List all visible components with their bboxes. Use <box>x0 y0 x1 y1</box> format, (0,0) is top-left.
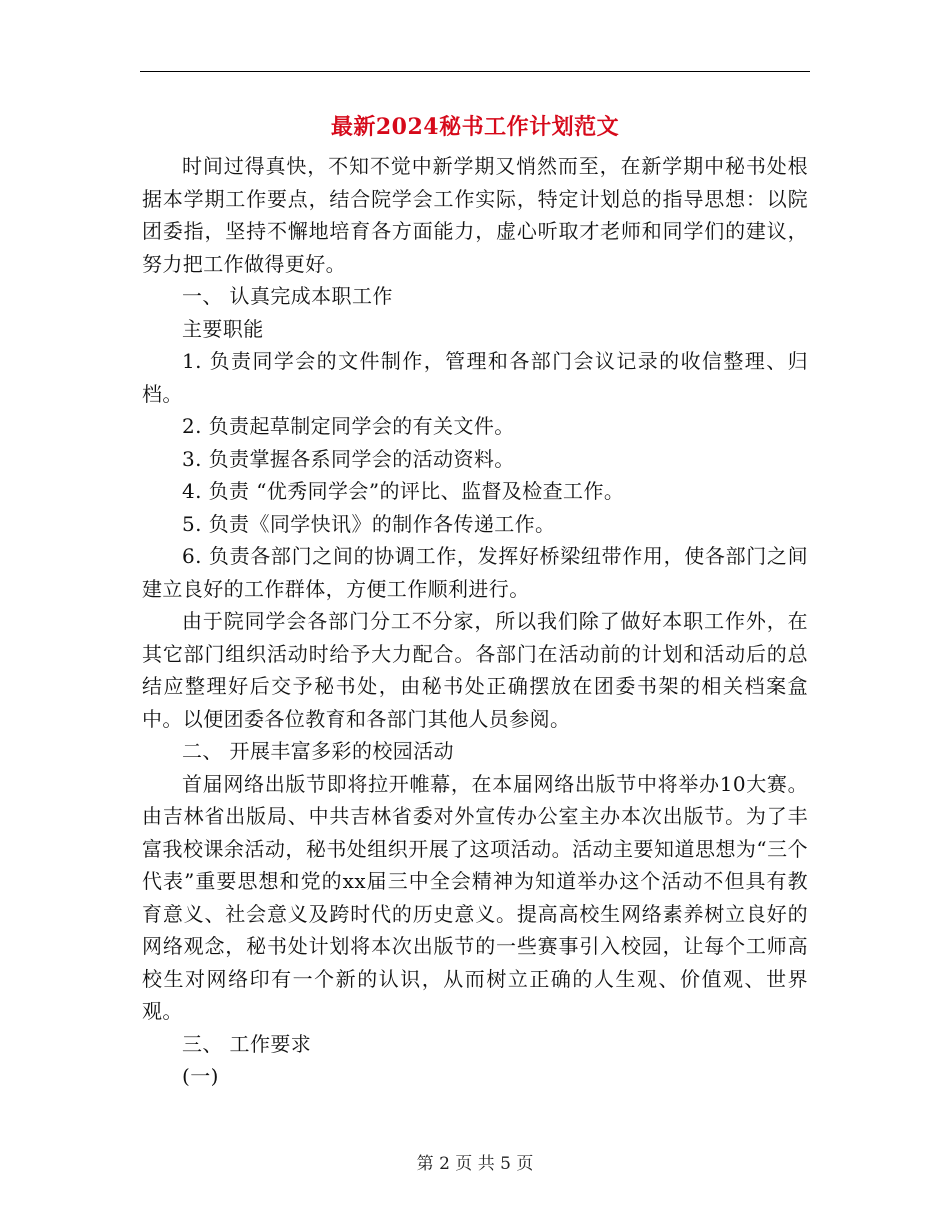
page-number-footer: 第 2 页 共 5 页 <box>416 1154 534 1174</box>
header-rule <box>140 71 810 72</box>
list-item-5: 5. 负责《同学快讯》的制作各传递工作。 <box>182 511 556 536</box>
list-item-6: 6. 负责各部门之间的协调工作，发挥好桥梁纽带作用，使各部门之间建立良好的工作群体，方便工作顺利进行。 <box>142 544 808 601</box>
paragraph-publishing-festival: 首届网络出版节即将拉开帷幕，在本届网络出版节中将举办10大赛。由吉林省出版局、中共吉林省委对外宣传办公室主办本次出版节。为了丰富我校课余活动，秘书处组织开展了这项活动。活动主要知道思想为“三个代表”重要思想和党的xx届三中全会精神为知道举办这个活动不但具有教育意义、社会意义及跨时代的历史意义。提高高校生网络素养树立良好的网络观念，秘书处计划将本次出版节的一些赛事引入校园，让每个工师高校生对网络印有一个新的认识，从而树立正确的人生观、价值观、世界观。 <box>142 771 808 1023</box>
document-title: 最新2024秘书工作计划范文 <box>330 114 620 140</box>
list-item-1: 1. 负责同学会的文件制作，管理和各部门会议记录的收信整理、归档。 <box>142 349 808 406</box>
list-item-4: 4. 负责 “优秀同学会”的评比、监督及检查工作。 <box>182 479 625 503</box>
document-body <box>142 150 808 1093</box>
paragraph-cooperation: 由于院同学会各部门分工不分家，所以我们除了做好本职工作外，在其它部门组织活动时给予大力配合。各部门在活动前的计划和活动后的总结应整理好后交予秘书处，由秘书处正确摆放在团委书架的相关档案盒中。以便团委各位教育和各部门其他人员参阅。 <box>142 609 808 731</box>
subheading-main-duties: 主要职能 <box>182 316 264 341</box>
paragraph-intro: 时间过得真快，不知不觉中新学期又悄然而至，在新学期中秘书处根据本学期工作要点，结合院学会工作实际，特定计划总的指导思想：以院团委指，坚持不懈地培育各方面能力，虚心听取才老师和同学们的建议，努力把工作做得更好。 <box>142 154 808 276</box>
list-item-2: 2. 负责起草制定同学会的有关文件。 <box>182 414 515 438</box>
subsection-marker-1: (一) <box>182 1064 219 1088</box>
section-heading-2: 二、 开展丰富多彩的校园活动 <box>182 739 454 763</box>
section-heading-3: 三、 工作要求 <box>182 1031 312 1056</box>
list-item-3: 3. 负责掌握各系同学会的活动资料。 <box>182 446 515 471</box>
section-heading-1: 一、 认真完成本职工作 <box>182 284 393 308</box>
